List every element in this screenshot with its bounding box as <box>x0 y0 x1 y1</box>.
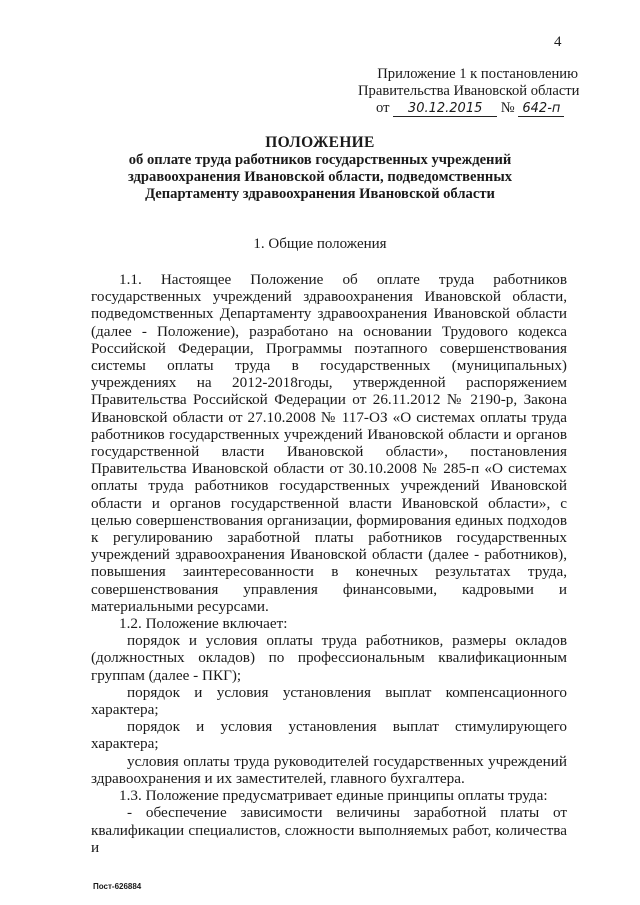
appendix-line-2: Правительства Ивановской области <box>358 83 580 99</box>
title-line-3: Департаменту здравоохранения Ивановской области <box>145 186 495 202</box>
title-line-1: об оплате труда работников государственных учреждений <box>128 152 512 168</box>
appendix-line-3 <box>358 100 578 117</box>
handwritten-number: 642-п <box>518 102 564 117</box>
appendix-line-1: Приложение 1 к постановлению <box>377 66 578 82</box>
number-label: № <box>500 100 515 116</box>
from-label: от <box>376 100 390 116</box>
handwritten-date: 30.12.2015 <box>393 102 497 117</box>
appendix-header <box>358 66 578 117</box>
document-title <box>70 134 570 203</box>
list-item: условия оплаты труда руководителей государственных учреждений здравоохранения и их заместителей, главного бухгалтера. <box>91 752 567 787</box>
title-main: ПОЛОЖЕНИЕ <box>265 134 375 151</box>
list-item: порядок и условия установления выплат стимулирующего характера; <box>91 718 567 753</box>
document-body <box>91 271 567 856</box>
paragraph-1-2: 1.2. Положение включает: <box>119 615 288 633</box>
list-item: порядок и условия оплаты труда работников, размеры окладов (должностных окладов) по профессиональным квалификационным группам (далее - ПКГ); <box>91 632 567 684</box>
section-heading: 1. Общие положения <box>253 236 387 252</box>
list-item: порядок и условия установления выплат компенсационного характера; <box>91 683 567 719</box>
paragraph-1-1: 1.1. Настоящее Положение об оплате труда работников государственных учреждений здравоохранения Ивановской области, подведомственных Департаменту здравоохранения Ивановской области (далее - Положение), разработано на основании Трудового кодекса Российской Федерации, Программы поэтапного совершенствования системы оплаты труда в государственных (муниципальных) учреждениях на 2012-2018годы, утвержденной распоряжением Правительства Российской Федерации от 26.11.2012 № 2190-р, Закона Ивановской области от 27.10.2008 № 117-ОЗ «О системах оплаты труда работников государственных учреждений Ивановской области и органов государственной власти Ивановской области», постановления Правительства Ивановской области от 30.10.2008 № 285-п «О системах оплаты труда работников государственных учреждений Ивановской области и органов государственной власти Ивановской области», с целью совершенствования организации, формирования единых подходов к регулированию заработной платы работников государственных учреждений здравоохранения Ивановской области (далее - работников), повышения заинтересованности в конечных результатах труда, совершенствования управления финансовыми, кадровыми и материальными ресурсами. <box>91 271 567 615</box>
list-item: - обеспечение зависимости величины заработной платы от квалификации специалистов, сложности выполняемых работ, количества и <box>91 804 567 856</box>
footer-code: Пост-626884 <box>93 882 142 891</box>
title-line-2: здравоохранения Ивановской области, подведомственных <box>127 169 513 185</box>
paragraph-1-3: 1.3. Положение предусматривает единые принципы оплаты труда: <box>119 787 548 805</box>
page-number: 4 <box>554 34 562 50</box>
